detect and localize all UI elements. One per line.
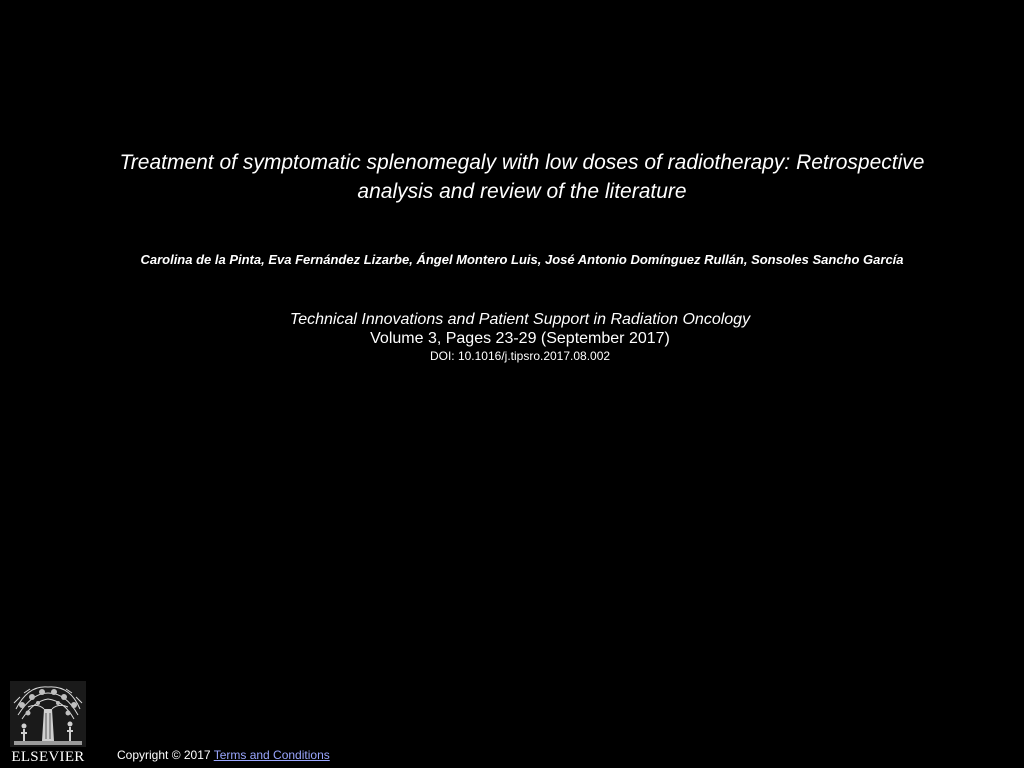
volume-pages: Volume 3, Pages 23-29 (September 2017) bbox=[370, 330, 670, 347]
doi: DOI: 10.1016/j.tipsro.2017.08.002 bbox=[429, 349, 611, 363]
terms-and-conditions-link[interactable]: Terms and Conditions bbox=[213, 748, 330, 762]
elsevier-logo bbox=[8, 679, 88, 765]
elsevier-wordmark: ELSEVIER bbox=[11, 749, 85, 765]
article-title bbox=[40, 148, 1004, 206]
article-title-line-1: Treatment of symptomatic splenomegaly with low doses of radiotherapy: Retrospective bbox=[119, 151, 925, 174]
citation-block bbox=[20, 310, 1020, 364]
copyright-text: Copyright © 2017 bbox=[117, 748, 211, 762]
article-authors: Carolina de la Pinta, Eva Fernández Lizarbe, Ángel Montero Luis, José Antonio Domínguez Rullán, Sonsoles Sancho García bbox=[140, 252, 904, 267]
journal-name: Technical Innovations and Patient Support in Radiation Oncology bbox=[289, 311, 751, 328]
elsevier-tree-icon bbox=[8, 679, 88, 765]
article-title-line-2: analysis and review of the literature bbox=[357, 180, 687, 203]
footer-copyright bbox=[117, 747, 330, 763]
